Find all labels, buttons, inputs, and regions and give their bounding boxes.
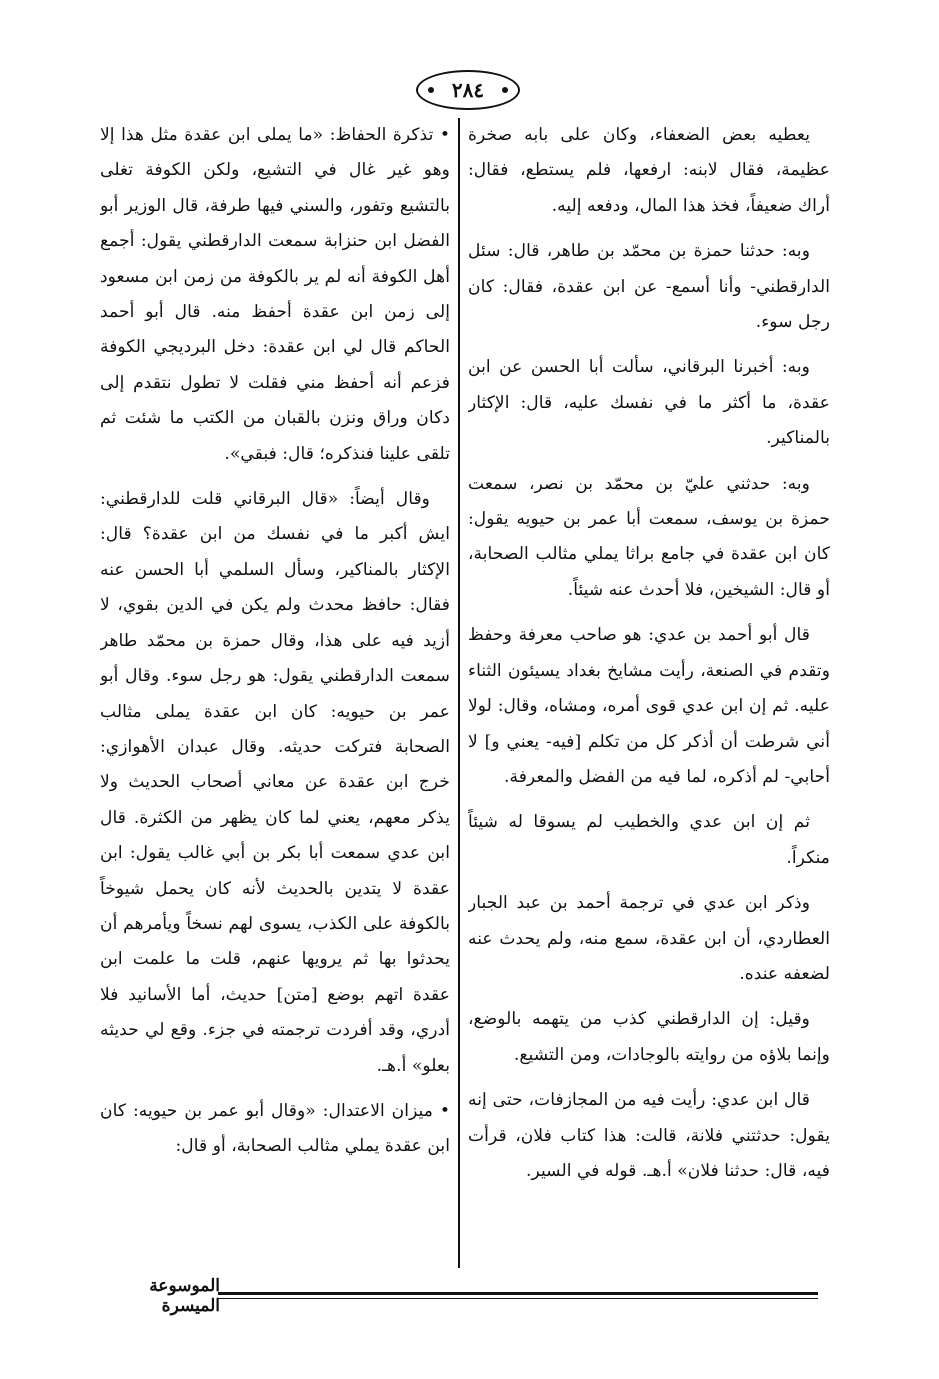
left-column: [100, 118, 450, 1278]
paragraph: • ميزان الاعتدال: «وقال أبو عمر بن حيويه: كان ابن عقدة يملي مثالب الصحابة، أو قال:: [100, 1100, 450, 1157]
paragraph: • تذكرة الحفاظ: «ما يملى ابن عقدة مثل هذا إلا وهو غير غال في التشيع، ولكن الكوفة تغلى بالتشيع وتفور، والسني فيها طرفة، قال الوزير أبو الفضل ابن حنزابة سمعت الدارقطني يقول: أجمع أهل الكوفة أنه لم ير بالكوفة من زمن ابن مسعود إلى زمن ابن عقدة أحفظ منه. قال أبو أحمد الحاكم قال لي ابن عقدة: دخل البرديجي الكوفة فزعم أنه أحفظ مني فقلت لا تطول نتقدم إلى دكان وراق ونزن بالقبان من الكتب ما شئت ثم تلقى علينا فنذكره؛ قال: فبقي».: [100, 125, 450, 464]
right-column: [468, 118, 830, 1278]
paragraph: وبه: أخبرنا البرقاني، سألت أبا الحسن عن ابن عقدة، ما أكثر ما في نفسك عليه، قال: الإكثار بالمناكير.: [468, 357, 830, 449]
paragraph: وبه: حدثني عليّ بن محمّد بن نصر، سمعت حمزة بن يوسف، سمعت أبا عمر بن حيويه يقول: كان ابن عقدة في جامع براثا يملي مثالب الصحابة، أو قال: الشيخين، فلا أحدث عنه شيئاً.: [468, 473, 830, 600]
paragraph: قال ابن عدي: رأيت فيه من المجازفات، حتى إنه يقول: حدثتني فلانة، قالت: هذا كتاب فلان، قرأت فيه، قال: حدثنا فلان» أ.هـ. قوله في السير.: [468, 1090, 830, 1181]
column-divider: [458, 118, 460, 1268]
paragraph: وقيل: إن الدارقطني كذب من يتهمه بالوضع، وإنما بلاؤه من روايته بالوجادات، ومن التشيع.: [468, 1009, 830, 1065]
paragraph: ثم إن ابن عدي والخطيب لم يسوقا له شيئاً منكراً.: [468, 812, 830, 868]
footer-title: الموسوعة الميسرة: [149, 1276, 220, 1316]
paragraph: وذكر ابن عدي في ترجمة أحمد بن عبد الجبار العطاردي، أن ابن عقدة، سمع منه، ولم يحدث عنه لضعفه عنده.: [468, 893, 830, 984]
paragraph: يعطيه بعض الضعفاء، وكان على بابه صخرة عظيمة، فقال لابنه: ارفعها، فلم يستطع، فقال: أراك ضعيفاً، فخذ هذا المال، ودفعه إليه.: [468, 125, 830, 216]
paragraph: وقال أيضاً: «قال البرقاني قلت للدارقطني: ايش أكبر ما في نفسك من ابن عقدة؟ قال: الإكثار بالمناكير، وسأل السلمي أبا الحسن عنه فقال: حافظ محدث ولم يكن في الدين بقوي، لا أزيد فيه على هذا، وقال حمزة بن محمّد طاهر سمعت الدارقطني يقول: هو رجل سوء. وقال أبو عمر بن حيويه: كان ابن عقدة يملى مثالب الصحابة فتركت حديثه. وقال عبدان الأهوازي: خرج ابن عقدة عن معاني أصحاب الحديث ولا يذكر معهم، يعني لما كان يظهر من الكثرة. قال ابن عدي سمعت أبا بكر بن أبي غالب يقول: ابن عقدة لا يتدين بالحديث لأنه كان يحمل شيوخاً بالكوفة على الكذب، يسوى لهم نسخاً ويأمرهم أن يحدثوا بها ثم يرويها عنهم، قلت ما علمت ابن عقدة اتهم بوضع [متن] حديث، أما الأسانيد فلا أدري، وقد أفردت ترجمته في جزء. وقع لي حديثه بعلو» أ.هـ.: [100, 489, 450, 1076]
paragraph: قال أبو أحمد بن عدي: هو صاحب معرفة وحفظ وتقدم في الصنعة، رأيت مشايخ بغداد يسيئون الثناء عليه. ثم إن ابن عدي قوى أمره، ومشاه، وقال: لولا أني شرطت أن أذكر كل من تكلم [فيه- يعني و] لا أحابي- لم أذكره، لما فيه من الفضل والمعرفة.: [468, 625, 830, 787]
page-number: [416, 70, 520, 110]
paragraph: وبه: حدثنا حمزة بن محمّد بن طاهر، قال: سئل الدارقطني- وأنا أسمع- عن ابن عقدة، فقال: كان رجل سوء.: [468, 241, 830, 333]
page-number-text: ٢٨٤: [451, 78, 485, 102]
footer-rule: [218, 1292, 818, 1299]
